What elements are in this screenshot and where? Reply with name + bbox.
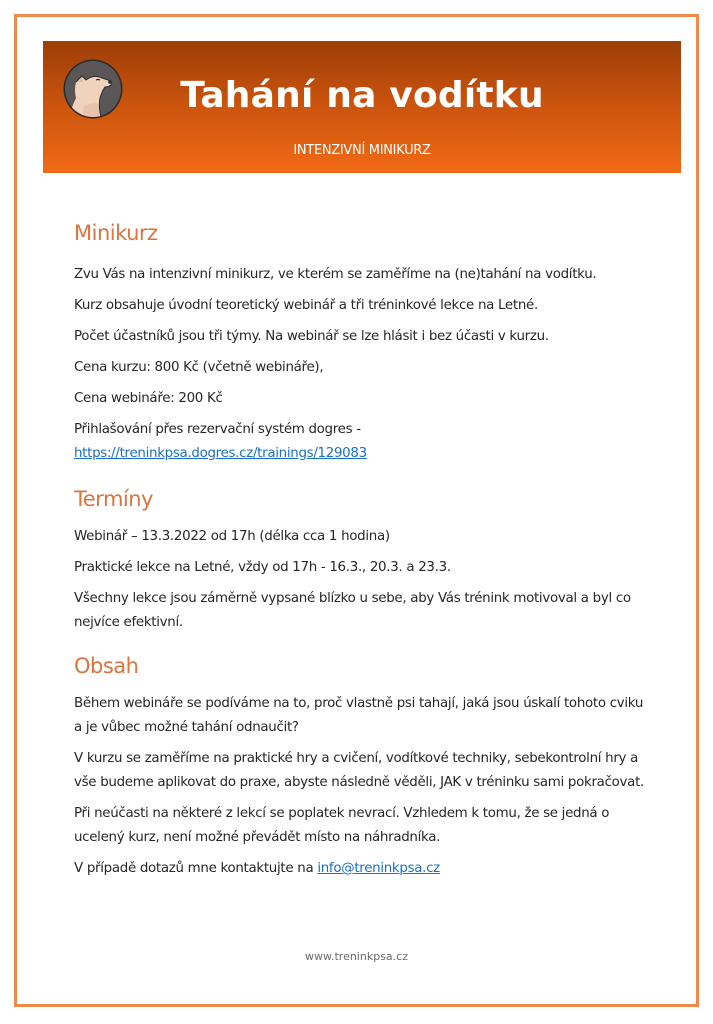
paragraph: Zvu Vás na intenzivní minikurz, ve kterém se zaměříme na (ne)tahání na vodítku. (74, 267, 597, 282)
paragraph: Kurz obsahuje úvodní teoretický webinář a tři tréninkové lekce na Letné. (74, 298, 538, 313)
section-obsah (74, 652, 644, 881)
paragraph: Při neúčasti na některé z lekcí se poplatek nevrací. Vzhledem k tomu, že se jedná o ucelený kurz, není možné převádět místo na náhradníka. (74, 806, 610, 845)
price-course: Cena kurzu: 800 Kč (včetně webináře), (74, 360, 324, 375)
registration-paragraph (74, 418, 644, 466)
document-body (74, 219, 644, 888)
paragraph: Praktické lekce na Letné, vždy od 17h - 16.3., 20.3. a 23.3. (74, 560, 451, 575)
paragraph: Všechny lekce jsou záměrně vypsané blízko u sebe, aby Vás trénink motivoval a byl co nejvíce efektivní. (74, 591, 631, 630)
contact-paragraph (74, 857, 644, 881)
price-webinar: Cena webináře: 200 Kč (74, 391, 223, 406)
paragraph: Webinář – 13.3.2022 od 17h (délka cca 1 hodina) (74, 529, 390, 544)
contact-email-link[interactable]: info@treninkpsa.cz (317, 861, 440, 876)
paragraph: V kurzu se zaměříme na praktické hry a cvičení, vodítkové techniky, sebekontrolní hry a vše budeme aplikovat do praxe, abyste následně věděli, JAK v tréninku sami pokračovat. (74, 751, 644, 790)
section-minikurz (74, 219, 644, 466)
paragraph: Počet účastníků jsou tři týmy. Na webinář se lze hlásit i bez účasti v kurzu. (74, 329, 549, 344)
footer-website: www.treninkpsa.cz (305, 950, 408, 963)
registration-link[interactable]: https://treninkpsa.dogres.cz/trainings/129083 (74, 446, 367, 461)
section-heading: Termíny (74, 487, 153, 511)
page-title: Tahání na vodítku (180, 75, 544, 116)
section-heading: Minikurz (74, 221, 158, 245)
page-subtitle: INTENZIVNÍ MINIKURZ (293, 143, 431, 158)
section-heading: Obsah (74, 654, 139, 678)
paragraph: Během webináře se podíváme na to, proč vlastně psi tahají, jaká jsou úskalí tohoto cviku a je vůbec možné tahání odnaučit? (74, 696, 644, 735)
contact-text: V případě dotazů mne kontaktujte na (74, 861, 314, 876)
registration-text: Přihlašování přes rezervační systém dogres - (74, 422, 361, 437)
header-banner (43, 41, 681, 173)
section-terminy (74, 485, 644, 635)
